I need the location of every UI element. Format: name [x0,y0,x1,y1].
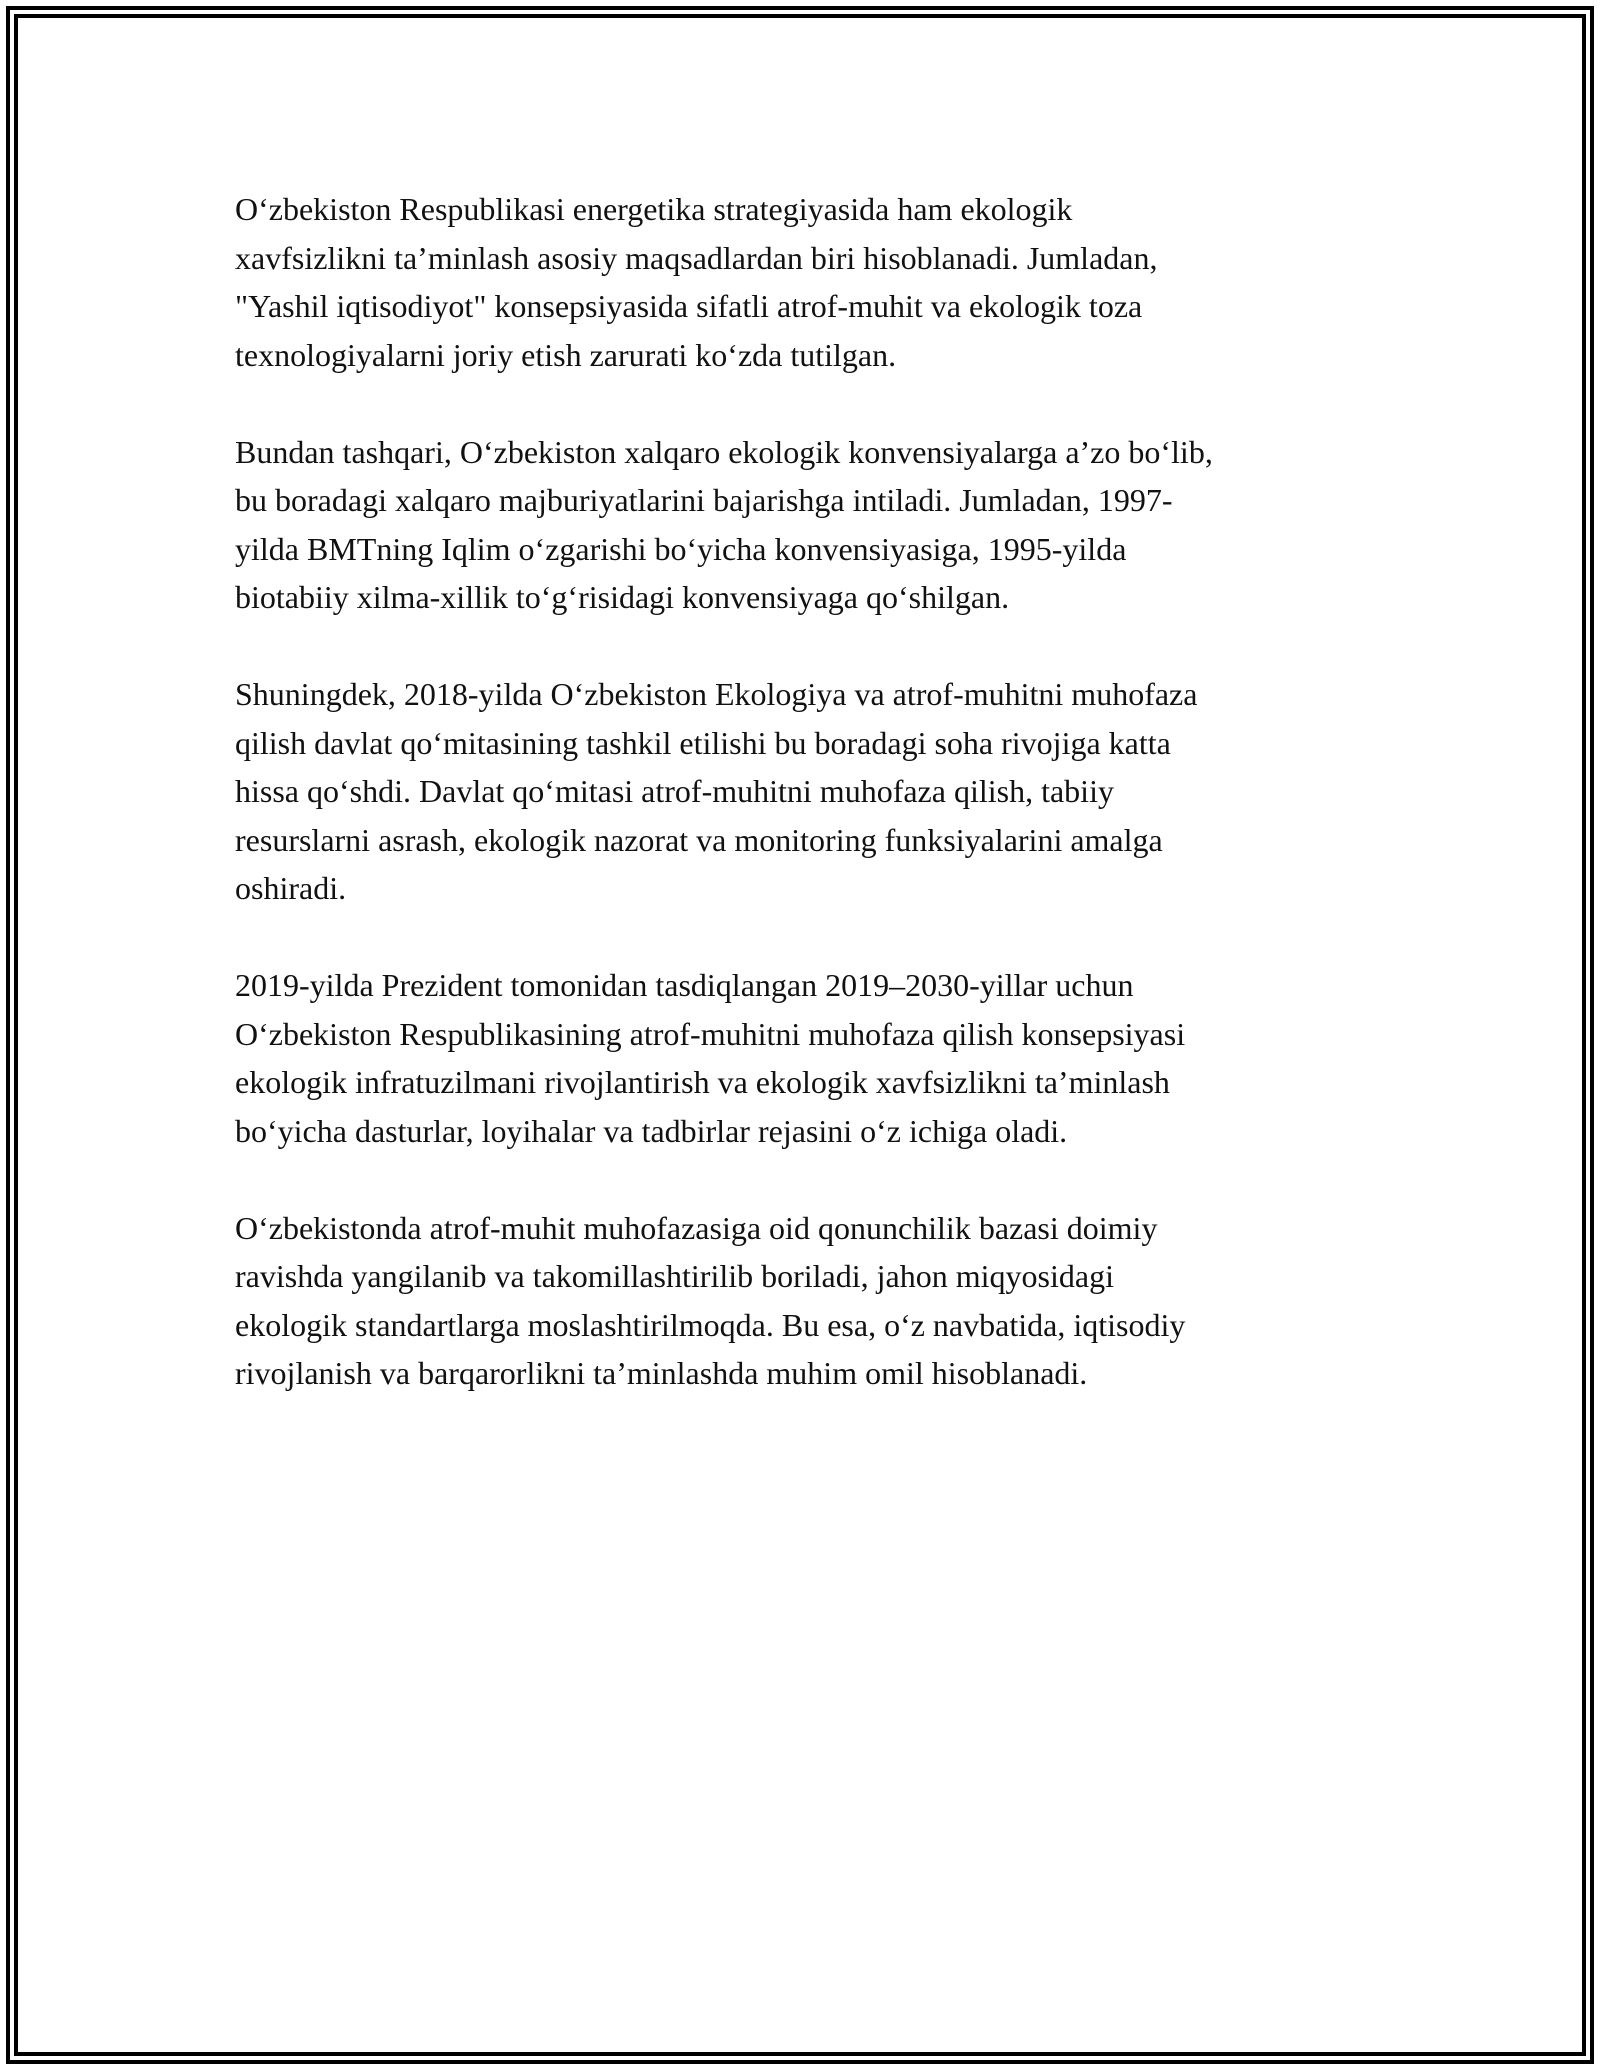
text-line: rivojlanish va barqarorlikni ta’minlashda muhim omil hisoblanadi. [235,1355,1088,1391]
text-line: 2019-yilda Prezident tomonidan tasdiqlangan 2019–2030-yillar uchun [235,967,1134,1003]
text-line: ravishda yangilanib va takomillashtirilib boriladi, jahon miqyosidagi [235,1258,1114,1294]
text-line: xavfsizlikni ta’minlash asosiy maqsadlardan biri hisoblanadi. Jumladan, [235,239,1158,276]
text-line: texnologiyalarni joriy etish zarurati ko‘zda tutilgan. [235,336,897,373]
paragraph-5 [235,1204,1375,1398]
text-line: resurslarni asrash, ekologik nazorat va monitoring funksiyalarini amalga [235,821,1163,858]
paragraph-4 [235,961,1375,1155]
text-line: Shuningdek, 2018-yilda O‘zbekiston Ekologiya va atrof-muhitni muhofaza [235,676,1198,712]
document-body [235,185,1375,1446]
paragraph-1 [235,185,1375,379]
text-line: biotabiiy xilma-xillik to‘g‘risidagi konvensiyaga qo‘shilgan. [235,579,1010,615]
text-line: hissa qo‘shdi. Davlat qo‘mitasi atrof-muhitni muhofaza qilish, tabiiy [235,773,1114,809]
text-line: bu boradagi xalqaro majburiyatlarini bajarishga intiladi. Jumladan, 1997- [235,482,1173,518]
text-line: qilish davlat qo‘mitasining tashkil etilishi bu boradagi soha rivojiga katta [235,724,1171,761]
text-line: O‘zbekistonda atrof-muhit muhofazasiga oid qonunchilik bazasi doimiy [235,1209,1158,1246]
text-line: O‘zbekiston Respublikasining atrof-muhitni muhofaza qilish konsepsiyasi [235,1015,1186,1052]
text-line: yilda BMTning Iqlim o‘zgarishi bo‘yicha konvensiyasiga, 1995-yilda [235,530,1127,567]
text-line: O‘zbekiston Respublikasi energetika strategiyasida ham ekologik [235,191,1073,227]
text-line: ekologik infratuzilmani rivojlantirish va ekologik xavfsizlikni ta’minlash [235,1064,1170,1100]
paragraph-3 [235,670,1375,913]
text-line: bo‘yicha dasturlar, loyihalar va tadbirlar rejasini o‘z ichiga oladi. [235,1112,1068,1149]
text-line: oshiradi. [235,870,347,906]
paragraph-2 [235,428,1375,622]
text-line: Bundan tashqari, O‘zbekiston xalqaro ekologik konvensiyalarga a’zo bo‘lib, [235,433,1213,470]
text-line: ekologik standartlarga moslashtirilmoqda. Bu esa, o‘z navbatida, iqtisodiy [235,1306,1186,1343]
text-line: "Yashil iqtisodiyot" konsepsiyasida sifatli atrof-muhit va ekologik toza [235,288,1143,324]
